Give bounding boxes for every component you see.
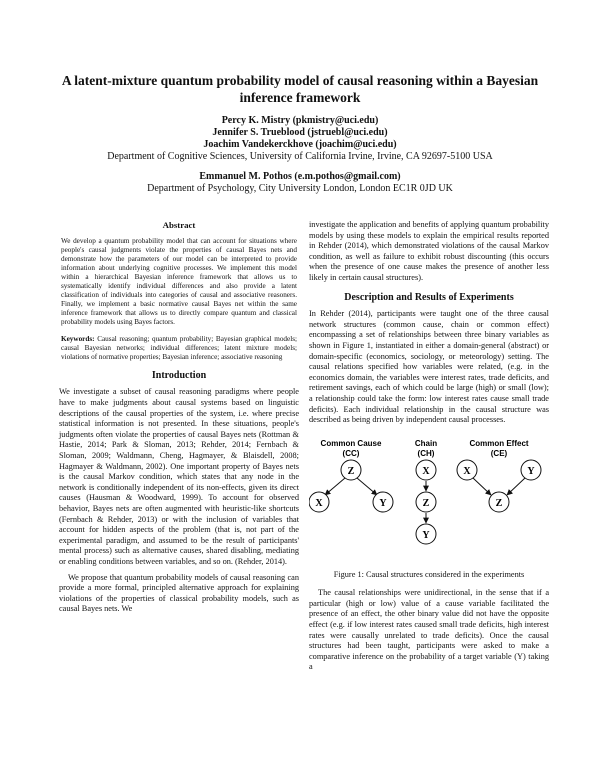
ch-node-x-label: X	[422, 465, 430, 477]
ch-node-y-label: Y	[422, 529, 430, 541]
cc-node-y-label: Y	[379, 497, 387, 509]
ce-node-y-label: Y	[527, 465, 535, 477]
cc-node-z-label: Z	[347, 465, 355, 477]
paper-title: A latent-mixture quantum probability model of causal reasoning within a Bayesian inference framework	[61, 73, 539, 105]
ch-title: Chain	[414, 438, 438, 448]
experiments-paragraph-2: The causal relationships were unidirectional, in the sense that if a particular (high or low) value of a cause variable facilitated the presence of an effect, the other binary value did not have the opposite effect (e.g. if low interest rates caused small trade deficits, high interest rates were causally unrelated to trade deficits). Once the causal structures had been taught, participants were asked to make a comparative inference on the probability of a target variable (Y) taking a	[309, 588, 549, 672]
affiliation-2: Department of Psychology, City University London, London EC1R 0JD UK	[147, 183, 453, 194]
ce-edge-yz	[507, 478, 525, 495]
experiments-heading: Description and Results of Experiments	[344, 291, 514, 303]
affiliation-1: Department of Cognitive Sciences, University of California Irvine, Irvine, CA 92697-5100 USA	[107, 151, 493, 162]
ce-node-x-label: X	[463, 465, 471, 477]
intro-paragraph-1: We investigate a subset of causal reasoning paradigms where people have to make judgments about causal systems based on linguistic descriptions of the causal properties of the system, i.e. where precise statistical information is not presented. In these situations, people's judgments often violate the properties of causal Bayes nets (Rottman & Hastie, 2014; Park & Sloman, 2013; Rehder, 2014; Fernbach & Sloman, 2009; Waldmann, Cheng, Hagmayer, & Blaisdell, 2008; Hagmayer & Waldmann, 2002). One important property of Bayes nets is the causal Markov condition, which states that any node in the network is conditionally independent of its non-effects, given its direct causes (Hausman & Woodward, 1999). To account for observed behavior, Bayes nets are often augmented with heuristic-like shortcuts (Fernbach & Rehder, 2013) or with the inclusion of variables that account for hidden aspects of the problem (that is, not part of the experimental paradigm, and assumed to be the result of participants' mental process) such as alternative causes, shared disabling, mediating or enabling conditions between variables, and so on. (Rehder, 2014).	[59, 387, 299, 566]
ch-node-z-label: Z	[422, 497, 430, 509]
author-3: Joachim Vandekerckhove (joachim@uci.edu)	[203, 139, 397, 150]
left-column	[59, 220, 299, 615]
right-column	[309, 220, 549, 673]
figure-caption: Figure 1: Causal structures considered in the experiments	[333, 569, 525, 579]
abstract-text: We develop a quantum probability model that can account for situations where people's causal judgments violate the properties of causal Bayes nets and demonstrate how the parameters of our model can be interpreted to provide information about underlying cognitive processes. We implement this model within a hierarchical Bayesian inference framework that allows us to systematically identify individual differences and also provide a latent classification of individuals into categories of causal and associative reasoners. Finally, we implement a basic normative causal Bayes net within the same inference framework that allows us to directly compare quantum and classical probability models using Bayes factors.	[61, 236, 297, 327]
cc-title: Common Cause	[320, 438, 382, 448]
author-1: Percy K. Mistry (pkmistry@uci.edu)	[221, 115, 379, 126]
experiments-paragraph-1: In Rehder (2014), participants were taught one of the three causal network structures (common cause, chain or common effect) encompassing a set of relationships between three binary variables as shown in Figure 1, instantiated in either a domain-general (abstract) or domain-specific (economics, sociology, or meteorology) setting. The causal relations specified how variables were related, (e.g. in the economics domain, the variables were interest rates, trade deficits, and retirement savings, each of which could be large (high) or small (low); a relationship could take the form: low interest rates cause small trade deficits). Each individual relationship in the causal structure was described as being driven by independent causal processes.	[309, 309, 549, 425]
abstract-heading: Abstract	[162, 220, 196, 230]
cc-abbr: (CC)	[342, 448, 360, 458]
ce-title: Common Effect	[469, 438, 529, 448]
ce-abbr: (CE)	[490, 448, 508, 458]
right-column-continuation: investigate the application and benefits of applying quantum probability models by using these models to explain the empirical results reported in Rehder (2014), which demonstrated violations of the causal Markov condition, as well as failure to exhibit robust discounting (this occurs when the presence of one cause makes the presence of another less likely in certain causal structures).	[309, 220, 549, 282]
causal-structures-figure	[309, 436, 549, 564]
cc-edge-zy	[357, 478, 377, 495]
introduction-heading: Introduction	[151, 369, 207, 381]
cc-node-x-label: X	[315, 497, 323, 509]
keywords: Keywords: Causal reasoning; quantum probability; Bayesian graphical models; causal Bayesian networks; individual differences; latent mixture models; violations of normative properties; Bayesian inference; associative reasoning	[61, 334, 298, 361]
author-4: Emmanuel M. Pothos (e.m.pothos@gmail.com)	[199, 171, 401, 182]
ce-edge-xz	[473, 478, 491, 495]
author-2: Jennifer S. Trueblood (jstruebl@uci.edu)	[212, 127, 388, 138]
ce-node-z-label: Z	[495, 497, 503, 509]
intro-paragraph-2: We propose that quantum probability models of causal reasoning can provide a more formal, principled alternative approach for explaining violations of the properties of classical probability models, such as causal Bayes nets. We	[59, 572, 299, 614]
ch-abbr: (CH)	[417, 448, 435, 458]
cc-edge-zx	[325, 478, 345, 495]
